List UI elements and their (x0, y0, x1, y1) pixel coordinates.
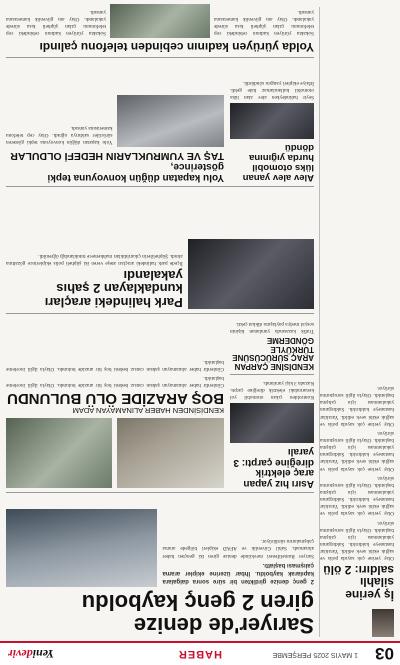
brand-logo: Yenidevir (8, 647, 54, 661)
story5-headline: Yolda yürüyen kadının cebinden telefonu çalındı (39, 40, 314, 54)
side1-headline: Asırı hız yapan araç elektrik direğine çarptı: 3 yaralı (233, 446, 314, 489)
story-bos-arazi (6, 318, 224, 488)
story3-photo (188, 239, 314, 309)
story2-headline: BOŞ ARAZİDE ÖLÜ BULUNDU (7, 390, 224, 408)
story2-kicker: KENDİSİNDEN HABER ALINAMAYAN ADAM (72, 406, 224, 415)
story2-photo-2 (6, 418, 113, 488)
page-header (0, 641, 400, 665)
story3-headline-line1: Park halindeki araçları (44, 295, 183, 310)
left-headline: İş yerine silahlı saldırı: 2 ölü (323, 562, 394, 602)
story3-body: İlçede park halindeki araçları ateşe veren iki şüpheli polis ekiplerince gözaltına alındı. Şüphelilerin çıkarıldıkları mahkemece tutuklandığı öğrenildi. (6, 252, 183, 267)
page-number: 03 (375, 644, 394, 663)
story5-photo (110, 4, 210, 38)
story2-photo-1 (118, 418, 225, 488)
story-dugun-konvoyu (6, 62, 224, 182)
story4-headline-line2: TAŞ VE YUMRUKLARIN HEDEFİ OLDULAR (10, 150, 224, 162)
side1-body: Kontrolden çıkan otomobil yol kenarındaki elektrik direğine çarptı. Kazada 3 kişi yaralandı. (230, 379, 314, 400)
left-body-repeat: Olay yerine çok sayıda polis ve sağlık ekibi sevk edildi. Yaralılar hastaneye kaldırıldı. Saldırganın yakalanması için çalışma başlatıldı. Olayla ilgili soruşturma sürüyor. (320, 474, 394, 517)
side2-headline: KENDİSİNE ÇARPAN ARAÇ SÜRÜCÜSÜNE TÜRKÜYLE GÖNDERME (232, 336, 314, 371)
story5-body-repeat: Sokakta yürüyen kadının cebindeki cep telefonunu çalan şüpheli kısa sürede yakalandı. Olay anı güvenlik kamerasına yansıdı. (6, 8, 106, 37)
story1-headline-line2: giren 2 genç kayboldu (81, 589, 314, 615)
columnist-photo (372, 609, 394, 637)
story2-body-repeat: Günlerdir haber alınamayan şahsın cansız bedeni boş bir arazide bulundu. Olayla ilgili inceleme başlatıldı. (6, 358, 224, 373)
story4-body: Yolu kapatan düğün konvoyuna tepki gösteren sürücüler saldırıya uğradı. Olay cep telefonu kamerasına yansıdı. (6, 124, 113, 145)
story1-headline-line1: Sarıyer'de denize (133, 613, 314, 638)
story2-body: Günlerdir haber alınamayan şahsın cansız bedeni boş bir arazide bulundu. Olayla ilgili inceleme başlatıldı. (6, 375, 224, 389)
story1-deck: 2 genç denize girdikten bir süre sonra dalgalara kapılarak kayboldu. İhbar üzerine ekipler arama çalışması başlattı. (162, 561, 314, 584)
row-two (6, 318, 314, 488)
side-column-1 (230, 318, 314, 488)
side3-headline: Alev alev yanan lüks otomobil hurda yığınına döndü (242, 142, 314, 183)
story3-headline-line2: kundaklayan 2 şahıs yakalandı (56, 267, 183, 297)
row-four (6, 62, 314, 182)
story-sariyer (6, 497, 314, 637)
left-body-repeat-2: Olay yerine çok sayıda polis ve sağlık ekibi sevk edildi. Yaralılar hastaneye kaldırıldı. Saldırganın yakalanması için çalışma başlatıldı. Olayla ilgili soruşturma sürüyor. (320, 429, 394, 472)
main-area (6, 7, 314, 637)
side3-photo (230, 103, 314, 139)
left-body-repeat-3: Olay yerine çok sayıda polis ve sağlık ekibi sevk edildi. Yaralılar hastaneye kaldırıldı. Saldırganın yakalanması için çalışma başlatıldı. Olayla ilgili soruşturma sürüyor. (320, 384, 394, 427)
side2-body: Trafik kazasında yaralanan kişinin sosyal medya paylaşımı dikkat çekti. (230, 320, 314, 335)
story4-headline-line1: Yolu kapatan düğün konvoyuna tepki gösterince, (47, 161, 224, 183)
left-body: Olay yerine çok sayıda polis ve sağlık ekibi sevk edildi. Yaralılar hastaneye kaldırıldı. Saldırganın yakalanması için çalışma başlatıldı. Olayla ilgili soruşturma sürüyor. (320, 519, 394, 562)
side1-photo (230, 403, 314, 443)
story4-photo (118, 95, 225, 147)
section-label: HABER (177, 648, 222, 660)
story1-photo (6, 509, 158, 587)
left-column (319, 7, 394, 637)
side3-body: Seyir halindeyken alev alan lüks otomobil kullanılamaz hale geldi. İtfaiye ekipleri yangını söndürdü. (230, 79, 314, 101)
story-telefon (6, 0, 314, 53)
story-kundaklama (6, 191, 314, 309)
story5-body: Sokakta yürüyen kadının cebindeki cep telefonunu çalan şüpheli kısa sürede yakalandı. Olay anı güvenlik kamerasına yansıdı. (214, 8, 314, 37)
side-column-3 (230, 62, 314, 182)
dateline: 1 MAYIS 2025 PERŞEMBE (272, 651, 358, 658)
story1-body: Sarıyer Rumelifeneri mevkiinde denize giren iki gençten haber alınamadı. Sahil Güvenlik ve AFAD ekipleri bölgede arama çalışmalarını sürdürüyor. (162, 538, 314, 559)
